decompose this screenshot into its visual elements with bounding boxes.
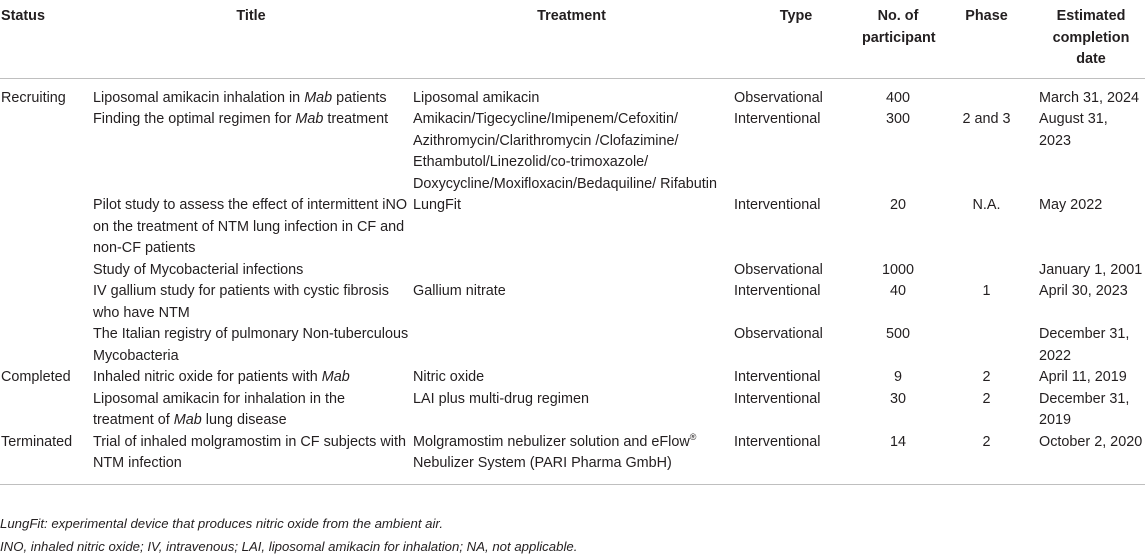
- title-cell: Liposomal amikacin inhalation in Mab patients: [93, 89, 387, 106]
- treatment-header: Treatment: [411, 0, 732, 78]
- participants-cell: 14: [860, 432, 936, 485]
- treatment-cell: [411, 324, 732, 367]
- table-row: [0, 260, 1145, 282]
- phase-cell: 2 and 3: [962, 111, 1011, 127]
- table-row: [0, 324, 1145, 367]
- phase-cell: N.A.: [972, 197, 1001, 213]
- participants-cell: 9: [893, 369, 902, 385]
- type-cell: Interventional: [734, 197, 821, 213]
- completion-date-cell: March 31, 2024: [1039, 89, 1139, 106]
- phase-cell: [936, 78, 1037, 109]
- phase-cell: 1: [982, 283, 991, 299]
- type-cell: Interventional: [734, 283, 821, 299]
- status-cell: [0, 281, 91, 324]
- completion-date-cell: December 31, 2019: [1039, 390, 1130, 428]
- completion-date-cell: April 11, 2019: [1039, 369, 1127, 385]
- type-cell: Interventional: [734, 111, 821, 127]
- type-cell: Interventional: [734, 390, 821, 407]
- phase-header: Phase: [936, 0, 1037, 78]
- type-cell: Interventional: [734, 369, 821, 385]
- completion-date-cell: May 2022: [1039, 197, 1103, 213]
- participants-cell: 300: [885, 111, 910, 127]
- table-row: [0, 389, 1145, 432]
- status-cell: [0, 195, 91, 260]
- status-cell: [0, 109, 91, 195]
- title-cell: Inhaled nitric oxide for patients with Mab: [93, 369, 350, 385]
- treatment-cell: Amikacin/Tigecycline/Imipenem/Cefoxitin/ Azithromycin/Clarithromycin /Clofazimine/ Ethambutol/Linezolid/co-trimoxazole/ Doxycycline/Moxifloxacin/Bedaquiline/ Rifabutin: [413, 111, 717, 192]
- footnote: INO, inhaled nitric oxide; IV, intravenous; LAI, liposomal amikacin for inhalation; NA, not applicable.: [0, 539, 578, 554]
- phase-cell: 2: [982, 390, 991, 407]
- status-cell: [0, 260, 91, 282]
- header-row: [0, 0, 1145, 78]
- phase-cell: [936, 324, 1037, 367]
- title-cell: Liposomal amikacin for inhalation in the treatment of Mab lung disease: [93, 390, 345, 428]
- title-cell: The Italian registry of pulmonary Non-tuberculous Mycobacteria: [93, 326, 409, 364]
- participants-cell: 20: [889, 197, 906, 213]
- type-cell: Interventional: [732, 432, 860, 485]
- footnote: LungFit: experimental device that produces nitric oxide from the ambient air.: [0, 516, 443, 531]
- treatment-cell: Gallium nitrate: [413, 283, 506, 299]
- treatment-cell: Molgramostim nebulizer solution and eFlow® Nebulizer System (PARI Pharma GmbH): [411, 432, 732, 485]
- table-row: [0, 195, 1145, 260]
- type-cell: Observational: [734, 326, 823, 342]
- participants-cell: 30: [889, 390, 906, 407]
- status-header: Status: [0, 0, 91, 78]
- title-header: Title: [91, 0, 411, 78]
- table-row: [0, 78, 1145, 109]
- phase-cell: 2: [982, 369, 991, 385]
- status-cell: [0, 324, 91, 367]
- type-header: Type: [732, 0, 860, 78]
- title-cell: Pilot study to assess the effect of intermittent iNO on the treatment of NTM lung infection in CF and non-CF patients: [93, 197, 408, 256]
- type-cell: Observational: [734, 261, 823, 278]
- status-cell: Terminated: [0, 432, 91, 485]
- participants-cell: 400: [885, 89, 910, 106]
- treatment-cell: [411, 260, 732, 282]
- completion-date-cell: January 1, 2001: [1039, 261, 1143, 278]
- table-row: [0, 281, 1145, 324]
- completion-date-cell: August 31, 2023: [1039, 111, 1108, 149]
- status-cell: Completed: [1, 369, 71, 385]
- treatment-cell: LAI plus multi-drug regimen: [413, 390, 589, 407]
- table-body: [0, 78, 1145, 484]
- title-cell: Finding the optimal regimen for Mab treatment: [93, 111, 389, 127]
- participants-cell: 500: [885, 326, 910, 342]
- table-footnotes: [0, 512, 577, 558]
- completion-header: Estimated completion date: [1037, 0, 1145, 78]
- completion-date-cell: October 2, 2020: [1037, 432, 1145, 485]
- table-row: [0, 109, 1145, 195]
- participants-header: No. of participant: [860, 0, 936, 78]
- participants-cell: 40: [889, 283, 906, 299]
- phase-cell: [936, 260, 1037, 282]
- completion-date-cell: April 30, 2023: [1039, 283, 1128, 299]
- title-cell: Study of Mycobacterial infections: [93, 261, 304, 278]
- participants-cell: 1000: [881, 261, 914, 278]
- table-row: [0, 367, 1145, 389]
- phase-cell: 2: [936, 432, 1037, 485]
- treatment-cell: LungFit: [413, 197, 461, 213]
- title-cell: IV gallium study for patients with cystic fibrosis who have NTM: [93, 283, 389, 321]
- status-cell: Recruiting: [1, 89, 66, 106]
- treatment-cell: Liposomal amikacin: [413, 89, 540, 106]
- type-cell: Observational: [734, 89, 823, 106]
- treatment-cell: Nitric oxide: [413, 369, 485, 385]
- title-cell: Trial of inhaled molgramostim in CF subjects with NTM infection: [91, 432, 411, 485]
- status-cell: [0, 389, 91, 432]
- completion-date-cell: December 31, 2022: [1039, 326, 1130, 364]
- table-row: [0, 432, 1145, 485]
